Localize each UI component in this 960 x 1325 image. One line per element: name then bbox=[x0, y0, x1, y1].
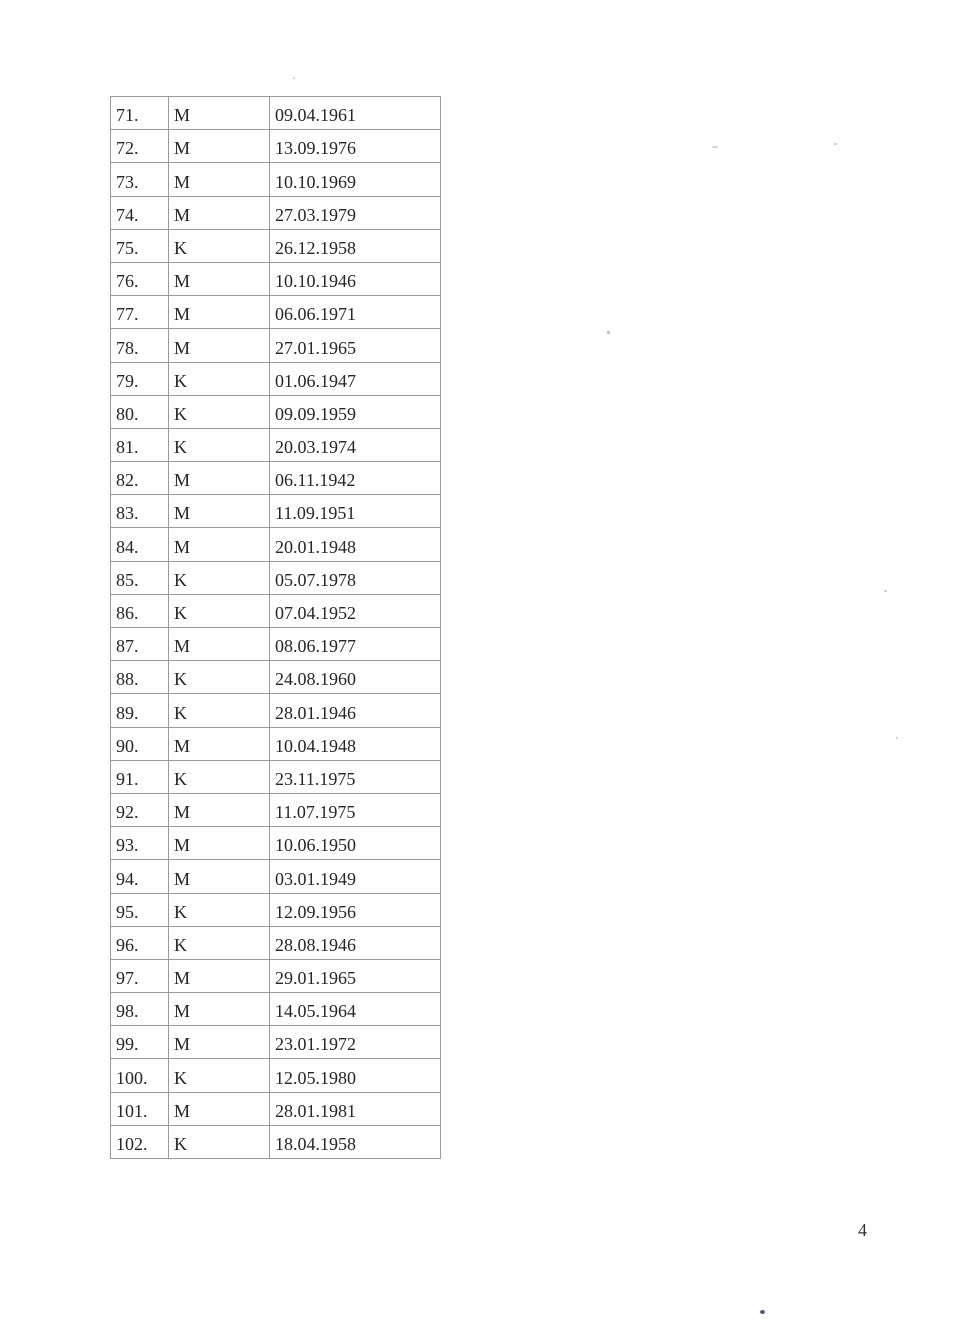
sex-cell: K bbox=[169, 893, 270, 926]
row-number-cell: 94. bbox=[111, 860, 169, 893]
table-row bbox=[111, 196, 441, 229]
table-row bbox=[111, 362, 441, 395]
sex-cell: M bbox=[169, 130, 270, 163]
sex-cell: K bbox=[169, 694, 270, 727]
scan-speck bbox=[896, 737, 898, 739]
sex-cell: M bbox=[169, 528, 270, 561]
row-number-cell: 80. bbox=[111, 395, 169, 428]
birth-date-cell: 29.01.1965 bbox=[270, 959, 441, 992]
sex-cell: K bbox=[169, 428, 270, 461]
birth-date-cell: 08.06.1977 bbox=[270, 628, 441, 661]
table-row bbox=[111, 528, 441, 561]
birth-date-cell: 11.09.1951 bbox=[270, 495, 441, 528]
sex-cell: K bbox=[169, 229, 270, 262]
row-number-cell: 85. bbox=[111, 561, 169, 594]
table-row bbox=[111, 827, 441, 860]
sex-cell: M bbox=[169, 959, 270, 992]
row-number-cell: 87. bbox=[111, 628, 169, 661]
birth-date-cell: 01.06.1947 bbox=[270, 362, 441, 395]
scan-speck bbox=[607, 331, 610, 334]
table-row bbox=[111, 1125, 441, 1158]
table-row bbox=[111, 661, 441, 694]
scan-speck bbox=[712, 146, 718, 148]
birth-date-cell: 26.12.1958 bbox=[270, 229, 441, 262]
sex-cell: K bbox=[169, 1125, 270, 1158]
row-number-cell: 97. bbox=[111, 959, 169, 992]
records-table bbox=[110, 96, 441, 1159]
birth-date-cell: 07.04.1952 bbox=[270, 594, 441, 627]
scan-speck bbox=[884, 590, 887, 592]
sex-cell: K bbox=[169, 594, 270, 627]
birth-date-cell: 12.09.1956 bbox=[270, 893, 441, 926]
birth-date-cell: 28.08.1946 bbox=[270, 926, 441, 959]
row-number-cell: 79. bbox=[111, 362, 169, 395]
row-number-cell: 93. bbox=[111, 827, 169, 860]
sex-cell: M bbox=[169, 196, 270, 229]
birth-date-cell: 20.03.1974 bbox=[270, 428, 441, 461]
row-number-cell: 101. bbox=[111, 1092, 169, 1125]
birth-date-cell: 27.03.1979 bbox=[270, 196, 441, 229]
table-row bbox=[111, 1059, 441, 1092]
table-row bbox=[111, 229, 441, 262]
birth-date-cell: 23.01.1972 bbox=[270, 1026, 441, 1059]
table-row bbox=[111, 296, 441, 329]
table-row bbox=[111, 793, 441, 826]
scan-speck bbox=[834, 143, 837, 145]
row-number-cell: 86. bbox=[111, 594, 169, 627]
sex-cell: M bbox=[169, 262, 270, 295]
birth-date-cell: 18.04.1958 bbox=[270, 1125, 441, 1158]
table-row bbox=[111, 97, 441, 130]
sex-cell: K bbox=[169, 1059, 270, 1092]
table-row bbox=[111, 993, 441, 1026]
row-number-cell: 89. bbox=[111, 694, 169, 727]
row-number-cell: 102. bbox=[111, 1125, 169, 1158]
birth-date-cell: 10.10.1969 bbox=[270, 163, 441, 196]
row-number-cell: 76. bbox=[111, 262, 169, 295]
birth-date-cell: 10.06.1950 bbox=[270, 827, 441, 860]
scan-speck bbox=[760, 1310, 765, 1314]
sex-cell: M bbox=[169, 628, 270, 661]
row-number-cell: 81. bbox=[111, 428, 169, 461]
sex-cell: K bbox=[169, 926, 270, 959]
sex-cell: M bbox=[169, 793, 270, 826]
row-number-cell: 71. bbox=[111, 97, 169, 130]
sex-cell: M bbox=[169, 1092, 270, 1125]
birth-date-cell: 09.09.1959 bbox=[270, 395, 441, 428]
row-number-cell: 74. bbox=[111, 196, 169, 229]
page-number: 4 bbox=[858, 1220, 867, 1240]
birth-date-cell: 20.01.1948 bbox=[270, 528, 441, 561]
table-row bbox=[111, 893, 441, 926]
sex-cell: K bbox=[169, 561, 270, 594]
sex-cell: M bbox=[169, 296, 270, 329]
birth-date-cell: 03.01.1949 bbox=[270, 860, 441, 893]
row-number-cell: 82. bbox=[111, 462, 169, 495]
birth-date-cell: 14.05.1964 bbox=[270, 993, 441, 1026]
table-row bbox=[111, 727, 441, 760]
row-number-cell: 99. bbox=[111, 1026, 169, 1059]
table-row bbox=[111, 1092, 441, 1125]
row-number-cell: 83. bbox=[111, 495, 169, 528]
scan-speck bbox=[293, 77, 295, 79]
birth-date-cell: 11.07.1975 bbox=[270, 793, 441, 826]
table-row bbox=[111, 594, 441, 627]
sex-cell: M bbox=[169, 1026, 270, 1059]
sex-cell: M bbox=[169, 993, 270, 1026]
row-number-cell: 92. bbox=[111, 793, 169, 826]
birth-date-cell: 24.08.1960 bbox=[270, 661, 441, 694]
sex-cell: M bbox=[169, 97, 270, 130]
table-row bbox=[111, 959, 441, 992]
birth-date-cell: 06.06.1971 bbox=[270, 296, 441, 329]
table-row bbox=[111, 329, 441, 362]
sex-cell: M bbox=[169, 495, 270, 528]
row-number-cell: 95. bbox=[111, 893, 169, 926]
table-row bbox=[111, 262, 441, 295]
row-number-cell: 91. bbox=[111, 760, 169, 793]
table-row bbox=[111, 495, 441, 528]
sex-cell: K bbox=[169, 661, 270, 694]
sex-cell: M bbox=[169, 329, 270, 362]
table-row bbox=[111, 1026, 441, 1059]
row-number-cell: 100. bbox=[111, 1059, 169, 1092]
sex-cell: K bbox=[169, 760, 270, 793]
row-number-cell: 84. bbox=[111, 528, 169, 561]
row-number-cell: 96. bbox=[111, 926, 169, 959]
table-row bbox=[111, 163, 441, 196]
row-number-cell: 98. bbox=[111, 993, 169, 1026]
row-number-cell: 88. bbox=[111, 661, 169, 694]
table-row bbox=[111, 760, 441, 793]
birth-date-cell: 09.04.1961 bbox=[270, 97, 441, 130]
sex-cell: M bbox=[169, 727, 270, 760]
table-row bbox=[111, 428, 441, 461]
birth-date-cell: 28.01.1946 bbox=[270, 694, 441, 727]
records-table-body bbox=[111, 97, 441, 1159]
birth-date-cell: 10.04.1948 bbox=[270, 727, 441, 760]
sex-cell: K bbox=[169, 395, 270, 428]
sex-cell: M bbox=[169, 860, 270, 893]
table-row bbox=[111, 561, 441, 594]
birth-date-cell: 13.09.1976 bbox=[270, 130, 441, 163]
row-number-cell: 72. bbox=[111, 130, 169, 163]
birth-date-cell: 23.11.1975 bbox=[270, 760, 441, 793]
sex-cell: M bbox=[169, 462, 270, 495]
table-row bbox=[111, 628, 441, 661]
birth-date-cell: 12.05.1980 bbox=[270, 1059, 441, 1092]
birth-date-cell: 28.01.1981 bbox=[270, 1092, 441, 1125]
sex-cell: K bbox=[169, 362, 270, 395]
table-row bbox=[111, 462, 441, 495]
row-number-cell: 78. bbox=[111, 329, 169, 362]
table-row bbox=[111, 926, 441, 959]
row-number-cell: 73. bbox=[111, 163, 169, 196]
birth-date-cell: 10.10.1946 bbox=[270, 262, 441, 295]
table-row bbox=[111, 860, 441, 893]
table-row bbox=[111, 130, 441, 163]
birth-date-cell: 05.07.1978 bbox=[270, 561, 441, 594]
row-number-cell: 77. bbox=[111, 296, 169, 329]
table-row bbox=[111, 694, 441, 727]
birth-date-cell: 27.01.1965 bbox=[270, 329, 441, 362]
sex-cell: M bbox=[169, 827, 270, 860]
birth-date-cell: 06.11.1942 bbox=[270, 462, 441, 495]
table-row bbox=[111, 395, 441, 428]
row-number-cell: 90. bbox=[111, 727, 169, 760]
sex-cell: M bbox=[169, 163, 270, 196]
row-number-cell: 75. bbox=[111, 229, 169, 262]
